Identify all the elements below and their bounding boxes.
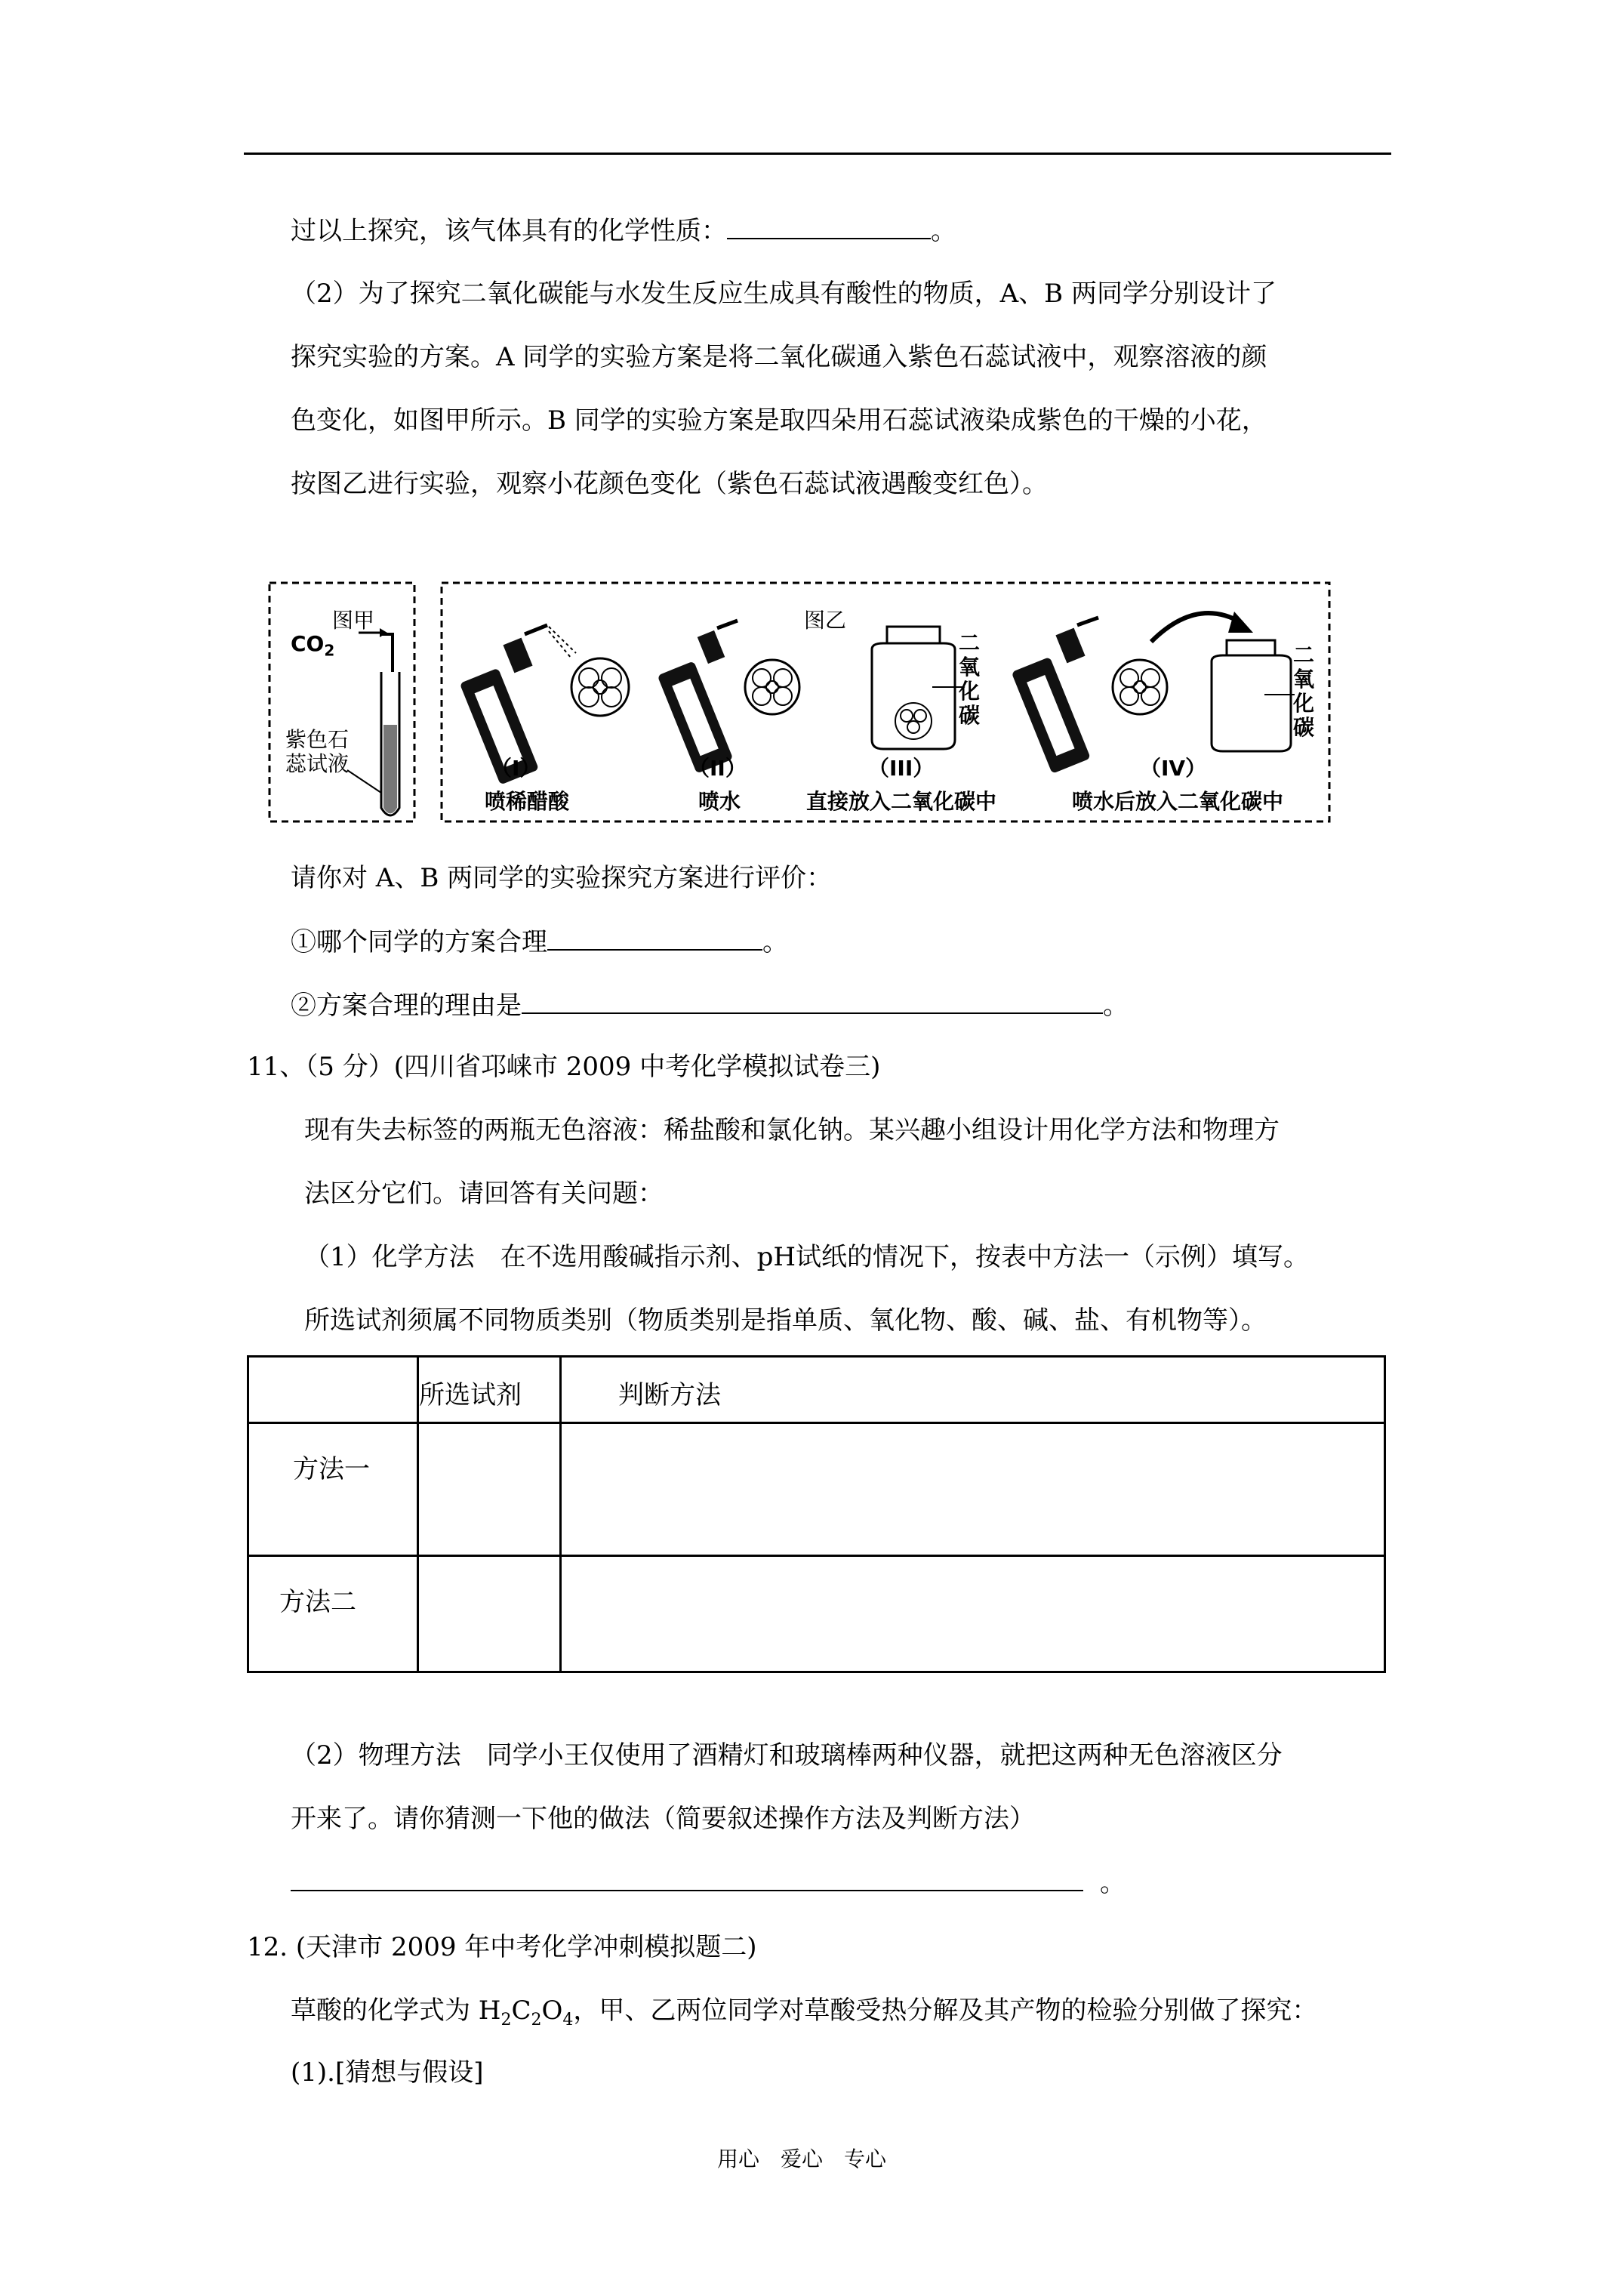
figure-jia-title: 图甲 (332, 608, 375, 633)
answer-blank[interactable] (522, 990, 1103, 1014)
table-row-label: 方法二 (248, 1556, 418, 1672)
gas-label-vertical: 二氧化碳 (959, 630, 981, 728)
page-footer: 用心 爱心 专心 (717, 2147, 887, 2171)
step-number: （IV） (1140, 756, 1207, 781)
co2-label: $CO_2$ (291, 631, 335, 660)
gas-jar-icon (872, 627, 962, 749)
text-line: 探究实验的方案。A 同学的实验方案是将二氧化碳通入紫色石蕊试液中，观察溶液的颜 (291, 342, 1267, 372)
figure-yi-title: 图乙 (804, 608, 847, 633)
text-line: 所选试剂须属不同物质类别（物质类别是指单质、氧化物、酸、碱、盐、有机物等）。 (304, 1305, 1267, 1336)
table-header-cell (248, 1357, 418, 1423)
step-caption: 喷稀醋酸 (485, 789, 570, 814)
gas-jar-icon (1212, 640, 1295, 751)
text-line: 。 (291, 1867, 1126, 1898)
question-heading: 11、（5 分）(四川省邛崃市 2009 中考化学模拟试卷三) (247, 1052, 881, 1082)
solution-label: 紫色石 蕊试液 (285, 727, 350, 776)
flower-icon (571, 658, 629, 716)
text-line: 色变化，如图甲所示。B 同学的实验方案是取四朵用石蕊试液染成紫色的干燥的小花， (291, 405, 1267, 436)
text-line: 法区分它们。请回答有关问题： (304, 1179, 664, 1209)
step-number: （I） (491, 756, 541, 781)
test-tube-icon (347, 628, 399, 815)
text-line: （1）化学方法 在不选用酸碱指示剂、pH试纸的情况下，按表中方法一（示例）填写。 (304, 1242, 1310, 1272)
text-line: 过以上探究，该气体具有的化学性质： 。 (291, 216, 956, 246)
table-header-cell: 判断方法 (561, 1357, 1385, 1423)
table-row-label: 方法一 (248, 1423, 418, 1556)
step-caption: 直接放入二氧化碳中 (806, 789, 997, 814)
answer-blank[interactable] (547, 926, 762, 951)
answer-cell[interactable] (418, 1423, 561, 1556)
flower-icon (1113, 660, 1167, 714)
arrow-icon (1151, 612, 1253, 642)
table-header-cell: 所选试剂 (418, 1357, 561, 1423)
gas-label-vertical: 二氧化碳 (1293, 643, 1315, 740)
answer-table (247, 1355, 1386, 1673)
text-line: ①哪个同学的方案合理 。 (291, 927, 788, 957)
flower-icon (745, 660, 799, 714)
text-line: 按图乙进行实验，观察小花颜色变化（紫色石蕊试液遇酸变红色）。 (291, 469, 1048, 499)
step-number: （III） (868, 756, 935, 781)
header-rule (244, 153, 1391, 155)
spray-bottle-icon (1012, 618, 1098, 774)
question-heading: 12. (天津市 2009 年中考化学冲刺模拟题二) (247, 1932, 757, 1962)
spray-bottle-icon (658, 621, 738, 774)
text-line: 现有失去标签的两瓶无色溶液：稀盐酸和氯化钠。某兴趣小组设计用化学方法和物理方 (304, 1115, 1280, 1145)
text-line: （2）物理方法 同学小王仅使用了酒精灯和玻璃棒两种仪器，就把这两种无色溶液区分 (291, 1740, 1283, 1771)
text-line: 草酸的化学式为 $H_2C_2O_4$，甲、乙两位同学对草酸受热分解及其产物的检验分别做了探究： (291, 1996, 1318, 2029)
step-caption: 喷水 (698, 789, 741, 814)
text-line: 开来了。请你猜测一下他的做法（简要叙述操作方法及判断方法） (291, 1804, 1035, 1834)
answer-cell[interactable] (418, 1556, 561, 1672)
text-line: （2）为了探究二氧化碳能与水发生反应生成具有酸性的物质，A、B 两同学分别设计了 (291, 279, 1277, 309)
step-caption: 喷水后放入二氧化碳中 (1072, 789, 1284, 814)
text-line: ②方案合理的理由是 。 (291, 991, 1129, 1021)
text-line: 请你对 A、B 两同学的实验探究方案进行评价： (291, 863, 833, 893)
answer-blank[interactable] (727, 215, 931, 239)
answer-blank[interactable] (291, 1867, 1083, 1891)
text-line: (1).[猜想与假设] (291, 2057, 484, 2088)
step-number: （II） (688, 756, 747, 781)
answer-cell[interactable] (561, 1423, 1385, 1556)
answer-cell[interactable] (561, 1556, 1385, 1672)
